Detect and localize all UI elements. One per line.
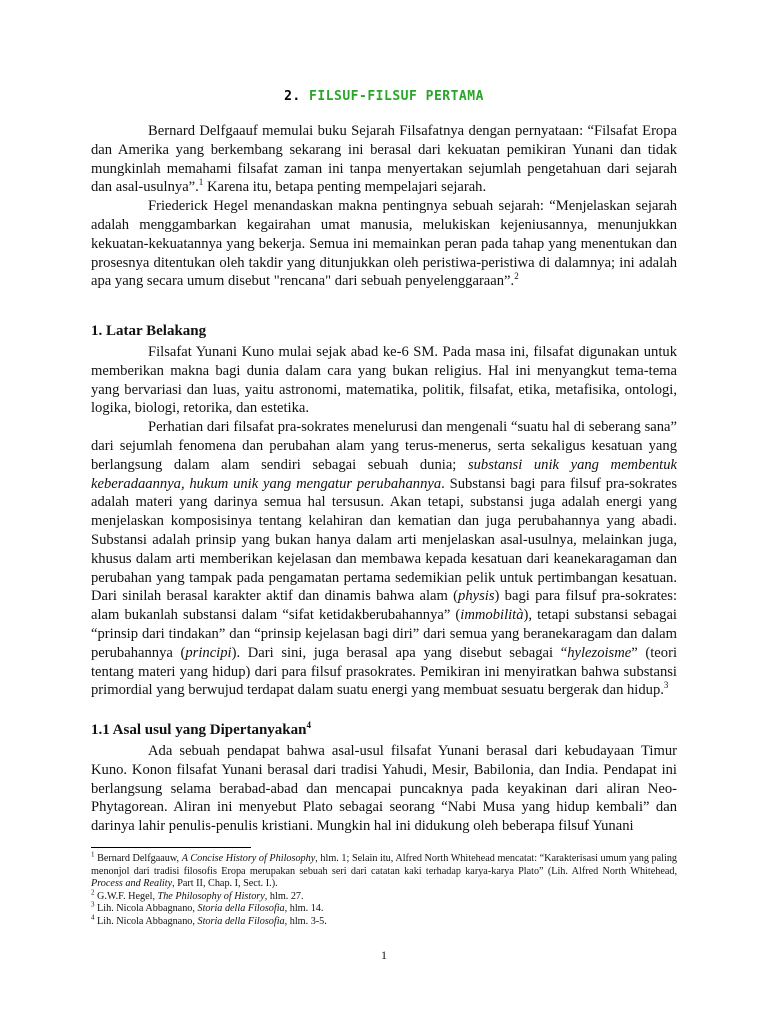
section1-paragraph-1: Filsafat Yunani Kuno mulai sejak abad ke-6 SM. Pada masa ini, filsafat digunakan untuk memberikan makna bagi dunia dalam cara yang bukan religius. Hal ini menyangkut tema-tema yang bervariasi dan luas, yaitu astronomi, matematika, politik, filsafat, etika, metafisika, ontologi, logika, biologi, retorika, dan estetika. (91, 344, 677, 417)
footnote-4 (91, 913, 677, 929)
fn2-a: G.W.F. Hegel, (94, 890, 158, 902)
fn2-b: , hlm. 27. (264, 890, 304, 902)
fn3-a: Lih. Nicola Abbagnano, (94, 903, 198, 915)
footnote-3 (91, 900, 677, 916)
footnote-1 (91, 850, 678, 891)
chapter-title (91, 89, 677, 104)
section1-paragraph-2 (91, 418, 677, 700)
s1-p2-italic5: hylezoisme (567, 644, 632, 661)
chapter-number: 2. (284, 89, 301, 104)
s1-p2-italic3: immobilità (460, 607, 524, 624)
fn1-num: 1 (91, 850, 95, 859)
s1-p2-d: ), tetapi substansi sebagai “prinsip dari tindakan” dan “prinsip kejelasan bagi diri” dari semua yang beranekaragam dan dalam perubahannya ( (91, 607, 677, 661)
chapter-title-text: FILSUF-FILSUF PERTAMA (309, 89, 484, 104)
fn3-b: , hlm. 14. (284, 903, 324, 915)
fn1-c: , Part II, Chap. I, Sect. I.). (172, 878, 278, 890)
intro-p2-text: Friederick Hegel menandaskan makna pentingnya sebuah sejarah: “Menjelaskan sejarah adalah menggambarkan kegairahan umat manusia, melukiskan kejeniusannya, menunjukkan kekuatan-kekuatannya yang bekerja. Semua ini memainkan peran pada tahap yang menentukan dan prosesnya ditentukan oleh takdir yang ditunjukkan oleh peristiwa-peristiwa di dalamnya; ini adalah apa yang secara umum disebut "rencana" dari sebuah penyelenggaraan”. (91, 198, 677, 290)
fn4-a: Lih. Nicola Abbagnano, (94, 915, 198, 927)
fn2-num: 2 (91, 888, 95, 897)
s1-p2-a: Perhatian dari filsafat pra-sokrates menelurusi dan mengenali “suatu hal di seberang sana” dari sejumlah fenomena dan perubahan alam yang terus-menerus, serta sekaligus kesatuan yang berlangsung dalam alam sendiri sebagai sebuah dunia; (91, 419, 677, 473)
footnote-ref-1[interactable]: 1 (198, 177, 204, 188)
intro-p1-text: Bernard Delfgaauf memulai buku Sejarah Filsafatnya dengan pernyataan: “Filsafat Eropa dan Amerika yang berkembang sekarang ini berasal dari kekuatan pemikiran Yunani dan tidak mungkinlah memahami filsafat zaman ini tanpa menyertakan sejumlah pengetahuan dari sejarah dan asal-usulnya”. (91, 123, 677, 196)
section-heading-latar-belakang: 1. Latar Belakang (91, 323, 207, 339)
s1-p2-c: ) bagi para filsuf pra-sokrates: alam bukanlah substansi dalam “sifat ketidakberubahannya” ( (91, 588, 677, 624)
fn2-italic: The Philosophy of History (157, 890, 265, 902)
section11-heading-text: 1.1 Asal usul yang Dipertanyakan (91, 722, 307, 738)
section-heading-asal-usul (91, 722, 311, 739)
intro-paragraph-1 (91, 122, 677, 197)
intro-paragraph-2 (91, 197, 677, 291)
fn3-num: 3 (91, 900, 95, 909)
page-number: 1 (381, 948, 387, 962)
s1-p2-italic2: physis (458, 588, 495, 605)
s1-p2-b: . Substansi bagi para filsuf pra-sokrates adalah materi yang darinya semua hal tersusun. Akan tetapi, substansi juga adalah energi yang menjelaskan komposisinya tentang kelahiran dan kematian dan juga perubahannya yang abadi. Substansi adalah prinsip yang bukan hanya dalam arti menjelaskan asal-usulnya, melainkan juga, khusus dalam arti memberikan kejelasan dan membawa kepada kesatuan dari keanekaragaman dan perubahan yang tampak pada pengamatan pertama sedemikian pelik untuk pertimbangan kesatuan. Dari sinilah berasal karakter aktif dan dinamis bahwa alam ( (91, 475, 678, 605)
s1-p2-e: ). Dari sini, juga berasal apa yang disebut sebagai “ (231, 644, 568, 661)
s1-p2-italic1: substansi unik yang membentuk keberadaannya, hukum unik yang mengatur perubahannya (91, 456, 677, 492)
s1-p2-f: ” (teori tentang materi yang hidup) dari para filsuf prasokrates. Pemikiran ini menyiratkan bahwa substansi primordial yang berwujud terdapat dalam suatu energi yang membuat sesuatu bergerak dan hidup. (91, 644, 677, 699)
fn3-italic: Storia della Filosofia (197, 903, 285, 915)
intro-p1-tail: Karena itu, betapa penting mempelajari sejarah. (203, 179, 487, 196)
footnote-divider (91, 847, 251, 848)
fn4-italic: Storia della Filosofia (197, 915, 285, 927)
intro-block (91, 122, 677, 291)
fn1-a: Bernard Delfgaauw, (94, 853, 182, 864)
section1-block (91, 343, 677, 700)
section11-block (91, 742, 677, 836)
fn4-b: , hlm. 3-5. (284, 915, 327, 927)
fn1-b: , hlm. 1; Selain itu, Alfred North Whitehead mencatat: “Karakterisasi umum yang paling menonjol dari tradisi filosofis Eropa merupakan sebuah seri dari catatan kaki terhadap karya-karya Plato” (Lih. Alfred North Whitehead, (91, 853, 678, 877)
footnote-2 (91, 888, 677, 904)
fn4-num: 4 (91, 913, 95, 922)
fn1-italic2: Process and Reality (91, 878, 173, 890)
footnote-ref-2[interactable]: 2 (514, 271, 519, 282)
fn1-italic: A Concise History of Philosophy (181, 853, 316, 864)
s1-p2-italic4: principi (185, 644, 232, 661)
footnote-ref-4[interactable]: 4 (306, 720, 311, 730)
section11-paragraph-1: Ada sebuah pendapat bahwa asal-usul filsafat Yunani berasal dari kebudayaan Timur Kuno. Konon filsafat Yunani berasal dari tradisi Yahudi, Mesir, Babilonia, dan India. Pendapat ini berlangsung selama berabad-abad dan mencapai puncaknya pada keyakinan dari aliran Neo-Phytagorean. Aliran ini menyebut Plato sebagai seorang “Nabi Musa yang hidup kembali” dan darinya lahir penulis-penulis kristiani. Mungkin hal ini didukung oleh beberapa filsuf Yunani (91, 743, 677, 835)
footnote-ref-3[interactable]: 3 (663, 680, 669, 691)
footnotes (91, 850, 678, 929)
